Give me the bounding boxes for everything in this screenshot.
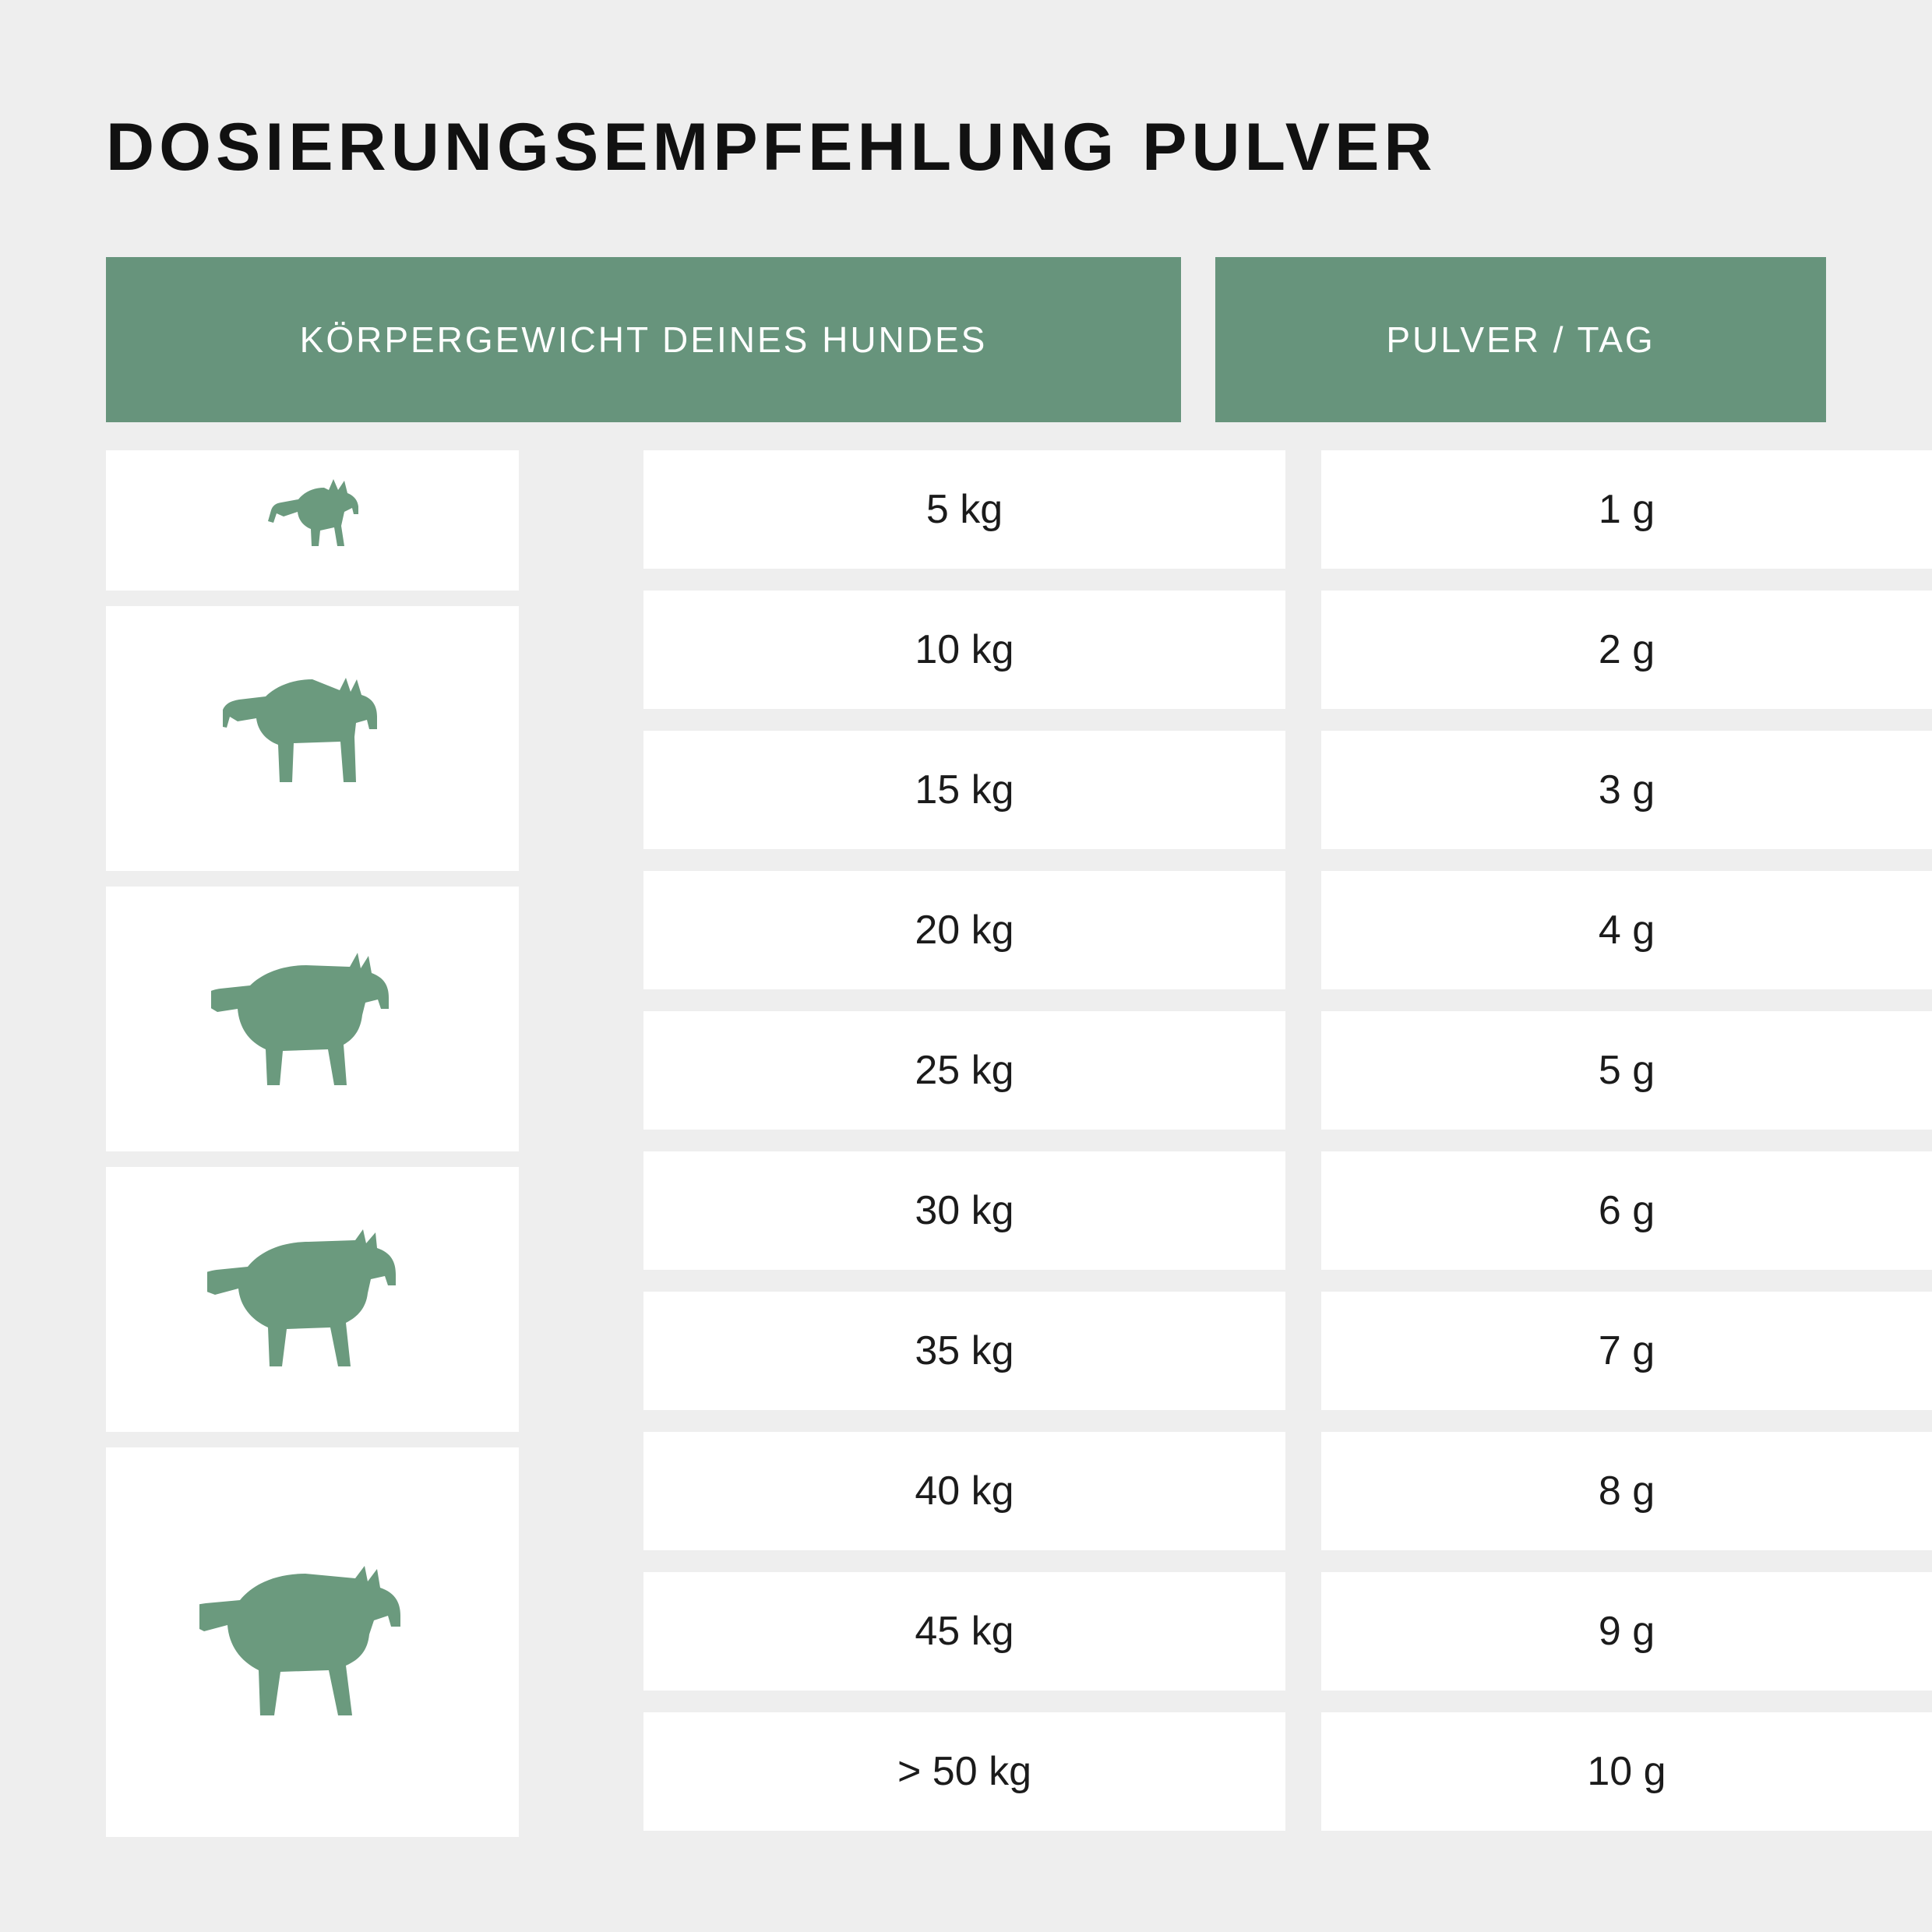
dog-french-bulldog-icon-cell [106,606,519,871]
weight-cell: 10 kg [643,591,1285,709]
dog-border-collie-icon [211,951,414,1088]
weight-cell: 15 kg [643,731,1285,849]
weight-cell: 35 kg [643,1292,1285,1410]
page-title: DOSIERUNGSEMPFEHLUNG PULVER [106,110,1437,185]
header-weight: KÖRPERGEWICHT DEINES HUNDES [106,257,1181,422]
dose-cell: 4 g [1321,871,1932,989]
dog-great-dane-icon [199,1564,425,1720]
dog-chihuahua-icon [254,478,371,563]
dose-cell: 3 g [1321,731,1932,849]
weight-cell: 30 kg [643,1151,1285,1270]
weight-cell: 25 kg [643,1011,1285,1130]
weight-cell: 5 kg [643,450,1285,569]
table-header-row [106,257,1826,422]
dose-cell: 8 g [1321,1432,1932,1550]
dose-cell: 6 g [1321,1151,1932,1270]
weight-cell: 45 kg [643,1572,1285,1690]
dog-chihuahua-icon-cell [106,450,519,591]
dose-cell: 1 g [1321,450,1932,569]
weight-cell: 20 kg [643,871,1285,989]
weight-cell: > 50 kg [643,1712,1285,1831]
weight-cell: 40 kg [643,1432,1285,1550]
dog-boxer-icon-cell [106,1167,519,1432]
dog-border-collie-icon-cell [106,887,519,1151]
dog-boxer-icon [207,1228,418,1372]
dog-great-dane-icon-cell [106,1447,519,1837]
dose-cell: 9 g [1321,1572,1932,1690]
dog-french-bulldog-icon [223,676,402,801]
header-dose: PULVER / TAG [1215,257,1826,422]
dose-cell: 7 g [1321,1292,1932,1410]
dose-cell: 5 g [1321,1011,1932,1130]
dose-cell: 10 g [1321,1712,1932,1831]
dose-cell: 2 g [1321,591,1932,709]
